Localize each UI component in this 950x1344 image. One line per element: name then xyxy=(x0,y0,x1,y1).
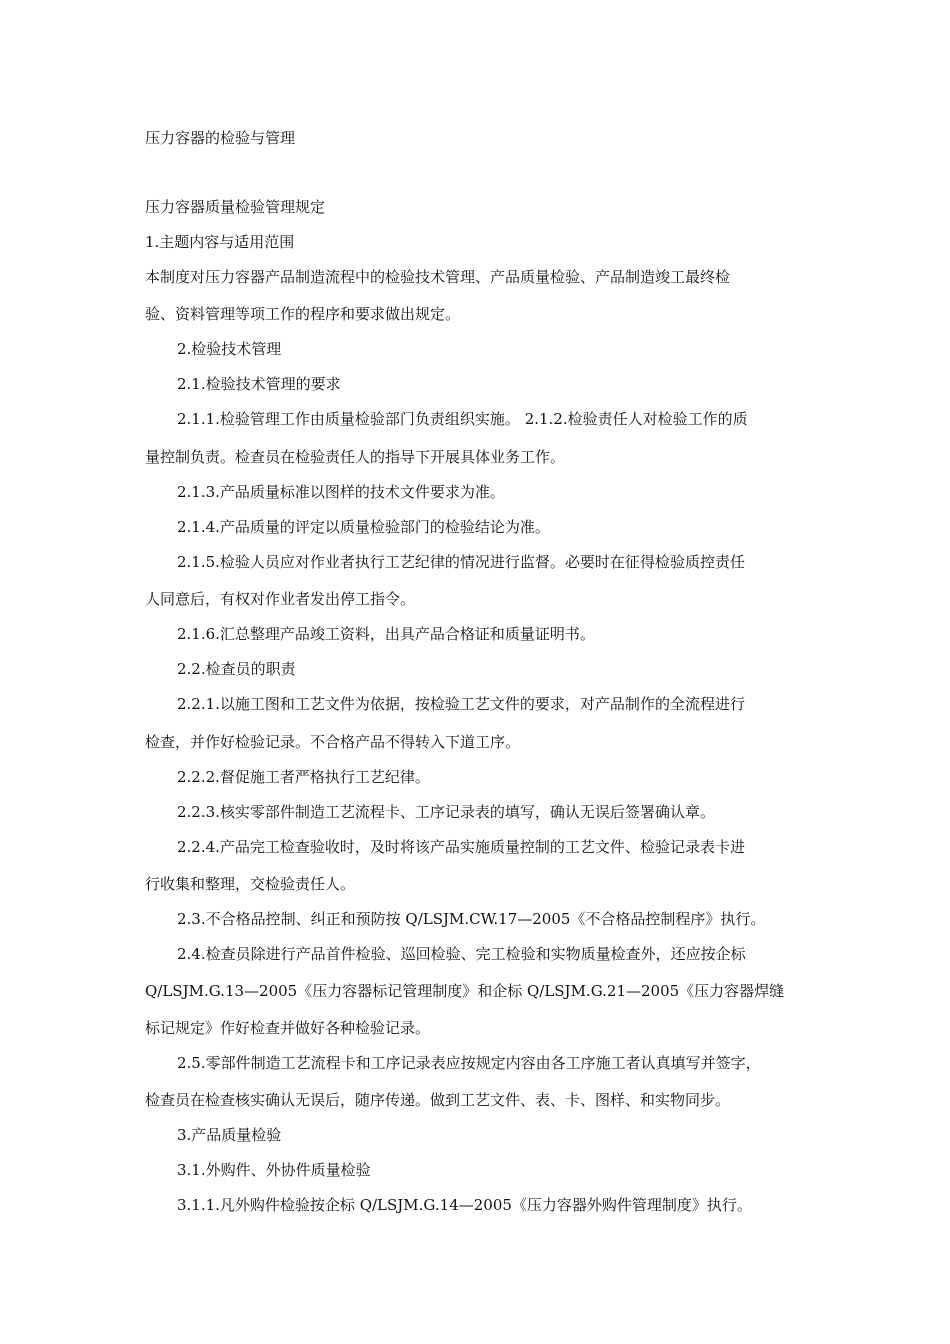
paragraph-line: 2.2.2.督促施工者严格执行工艺纪律。 xyxy=(177,768,430,786)
document-subtitle: 压力容器质量检验管理规定 xyxy=(145,198,326,216)
paragraph-line: 检查，并作好检验记录。不合格产品不得转入下道工序。 xyxy=(145,733,521,751)
paragraph-line: 本制度对压力容器产品制造流程中的检验技术管理、产品质量检验、产品制造竣工最终检 xyxy=(145,268,731,286)
paragraph-line: 2.4.检查员除进行产品首件检验、巡回检验、完工检验和实物质量检查外，还应按企标 xyxy=(177,945,746,963)
subsection-heading: 3.1.外购件、外协件质量检验 xyxy=(177,1161,371,1179)
paragraph-line: 2.1.3.产品质量标准以图样的技术文件要求为准。 xyxy=(177,483,505,501)
paragraph-line: 人同意后，有权对作业者发出停工指令。 xyxy=(145,590,416,608)
paragraph-line: 2.1.4.产品质量的评定以质量检验部门的检验结论为准。 xyxy=(177,518,550,536)
paragraph-line: 2.2.3.核实零部件制造工艺流程卡、工序记录表的填写，确认无误后签署确认章。 xyxy=(177,803,715,821)
paragraph-line: 2.5.零部件制造工艺流程卡和工序记录表应按规定内容由各工序施工者认真填写并签字， xyxy=(177,1054,761,1072)
paragraph-line: 检查员在检查核实确认无误后，随序传递。做到工艺文件、表、卡、图样、和实物同步。 xyxy=(145,1091,731,1109)
section-heading: 1.主题内容与适用范围 xyxy=(145,233,295,251)
paragraph-line: 2.1.5.检验人员应对作业者执行工艺纪律的情况进行监督。必要时在征得检验质控责任 xyxy=(177,553,745,571)
document-title: 压力容器的检验与管理 xyxy=(145,129,296,147)
paragraph-line: Q/LSJM.G.13—2005《压力容器标记管理制度》和企标 Q/LSJM.G.21—2005《压力容器焊缝 xyxy=(145,982,785,1000)
paragraph-line: 2.2.4.产品完工检查验收时，及时将该产品实施质量控制的工艺文件、检验记录表卡进 xyxy=(177,838,745,856)
paragraph-line: 2.3.不合格品控制、纠正和预防按 Q/LSJM.CW.17—2005《不合格品控制程序》执行。 xyxy=(177,910,766,928)
paragraph-line: 2.1.1.检验管理工作由质量检验部门负责组织实施。 2.1.2.检验责任人对检验工作的质 xyxy=(177,410,748,428)
paragraph-line: 验、资料管理等项工作的程序和要求做出规定。 xyxy=(145,305,461,323)
paragraph-line: 行收集和整理，交检验责任人。 xyxy=(145,875,356,893)
paragraph-line: 3.1.1.凡外购件检验按企标 Q/LSJM.G.14—2005《压力容器外购件管理制度》执行。 xyxy=(177,1196,752,1214)
section-heading: 2.检验技术管理 xyxy=(177,340,282,358)
paragraph-line: 标记规定》作好检查并做好各种检验记录。 xyxy=(145,1019,431,1037)
subsection-heading: 2.1.检验技术管理的要求 xyxy=(177,375,341,393)
paragraph-line: 2.2.1.以施工图和工艺文件为依据，按检验工艺文件的要求，对产品制作的全流程进行 xyxy=(177,695,745,713)
section-heading: 3.产品质量检验 xyxy=(177,1126,282,1144)
subsection-heading: 2.2.检查员的职责 xyxy=(177,660,296,678)
paragraph-line: 2.1.6.汇总整理产品竣工资料，出具产品合格证和质量证明书。 xyxy=(177,625,595,643)
paragraph-line: 量控制负责。检查员在检验责任人的指导下开展具体业务工作。 xyxy=(145,448,566,466)
